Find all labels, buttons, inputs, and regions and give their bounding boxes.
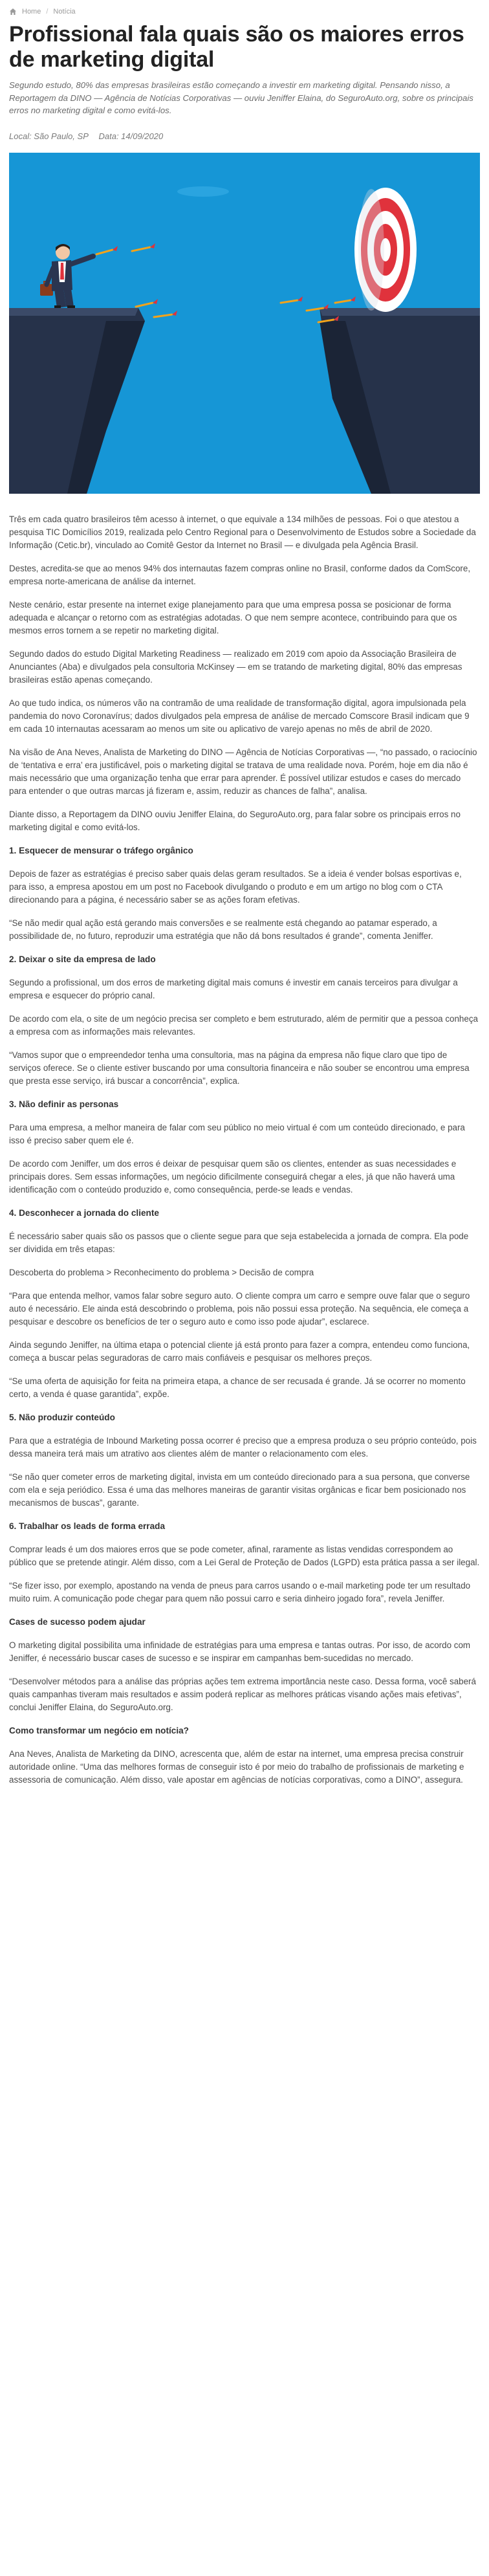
article-location: Local: São Paulo, SP xyxy=(9,131,89,141)
section-paragraph: Ainda segundo Jeniffer, na última etapa o potencial cliente já está pronto para fazer a compra, entendeu como funciona, começa a buscar pelas seguradoras de carro mais confiáveis e pesquisar os melhores preços. xyxy=(9,1339,470,1363)
article-lead: Segundo estudo, 80% das empresas brasileiras estão começando a investir em marketing digital. Pensando nisso, a Reportagem da DINO — Agência de Notícias Corporativas — ouviu Jeniffer Elaina, do SeguroAuto.org, sobre os principais erros no marketing digital e como evitá-los. xyxy=(9,80,473,115)
article-date: Data: 14/09/2020 xyxy=(98,131,164,141)
section-heading: 1. Esquecer de mensurar o tráfego orgânico xyxy=(9,845,193,855)
article-paragraph: Segundo dados do estudo Digital Marketing Readiness — realizado em 2019 com apoio da Associação Brasileira de Anunciantes (Aba) e divulgados pela consultoria McKinsey — em se tratando de marketing digital, 80% das empresas brasileiras estão apenas começando. xyxy=(9,648,462,685)
section-paragraph: Segundo a profissional, um dos erros de marketing digital mais comuns é investir em canais terceiros para divulgar a empresa e esquecer do próprio canal. xyxy=(9,977,458,1000)
hero-image xyxy=(9,153,480,494)
article-paragraph: Três em cada quatro brasileiros têm acesso à internet, o que equivale a 134 milhões de pessoas. Foi o que atestou a pesquisa TIC Domicílios 2019, realizada pelo Centro Regional para o Desenvolvimento de Estudos sobre a Sociedade da Informação (Cetic.br), vinculado ao Comitê Gestor da Internet no Brasil — e divulgada pela Agência Brasil. xyxy=(9,514,476,550)
section-paragraph: “Se uma oferta de aquisição for feita na primeira etapa, a chance de ser recusada é grande. Já se ocorrer no momento certo, a venda é quase garantida”, expõe. xyxy=(9,1376,466,1399)
breadcrumb xyxy=(9,0,480,18)
article-title: Profissional fala quais são os maiores erros de marketing digital xyxy=(9,22,464,72)
article-meta xyxy=(9,131,480,141)
hero-cloud xyxy=(177,186,229,197)
section-heading: Como transformar um negócio em notícia? xyxy=(9,1725,189,1735)
section-paragraph: Descoberta do problema > Reconhecimento do problema > Decisão de compra xyxy=(9,1267,314,1277)
section-paragraph: Depois de fazer as estratégias é preciso saber quais delas geram resultados. Se a ideia é vender bolsas esportivas e, para isso, a empresa apostou em um post no Facebook divulgando o produto e em um artigo no blog com o CTA direcionando para a página, é necessário saber se as ações foram efetivas. xyxy=(9,868,462,905)
article-sections xyxy=(9,844,480,1787)
section-paragraph: O marketing digital possibilita uma infinidade de estratégias para uma empresa e tantas outras. Por isso, de acordo com Jeniffer, é necessário buscar cases de sucesso e se inspirar em campanhas bem-sucedidas no mercado. xyxy=(9,1640,471,1663)
intro-paragraphs xyxy=(9,513,480,834)
section-heading: 4. Desconhecer a jornada do cliente xyxy=(9,1207,159,1218)
section-heading: 2. Deixar o site da empresa de lado xyxy=(9,954,156,964)
section-heading: 5. Não produzir conteúdo xyxy=(9,1412,115,1422)
section-paragraph: De acordo com Jeniffer, um dos erros é deixar de pesquisar quem são os clientes, entender as suas necessidades e principais dores. Sem essas informações, um negócio dificilmente conseguirá chegar a eles, já que não haverá uma identificação com o conteúdo produzido e, como consequência, perde-se leads e vendas. xyxy=(9,1158,457,1194)
section-paragraph: “Se fizer isso, por exemplo, apostando na venda de pneus para carros usando o e-mail marketing pode ter um resultado muito ruim. A comunicação pode chegar para quem não possui carro e seria dinheiro jogado fora”, revela Jeniffer. xyxy=(9,1580,471,1603)
article-paragraph: Destes, acredita-se que ao menos 94% dos internautas fazem compras online no Brasil, conforme dados da ComScore, empresa norte-americana de análise da internet. xyxy=(9,563,471,586)
article-paragraph: Ao que tudo indica, os números vão na contramão de uma realidade de transformação digital, agora impulsionada pela pandemia do novo Coronavírus; dados divulgados pela empresa de análise de mercado Comscore Brasil indicam que 9 em cada 10 internautas acessaram ao menos um site ou aplicativo de varejo apenas no mês de abril de 2020. xyxy=(9,698,470,734)
section-paragraph: É necessário saber quais são os passos que o cliente segue para que seja estabelecida a jornada de compra. Ela pode ser dividida em três etapas: xyxy=(9,1231,469,1254)
section-paragraph: “Vamos supor que o empreendedor tenha uma consultoria, mas na página da empresa não fique claro que tipo de serviços oferece. Se o cliente estiver buscando por uma consultoria financeira e não souber se encontrou uma empresa que presta esse serviço, irá buscar a concorrência”, explica. xyxy=(9,1050,470,1086)
section-paragraph: “Se não quer cometer erros de marketing digital, invista em um conteúdo direcionado para a sua persona, que converse com ela e seja periódico. Essa é uma das melhores maneiras de garantir visitas orgânicas e ficar bem posicionado nos mecanismos de buscas”, garante. xyxy=(9,1471,470,1508)
section-paragraph: “Se não medir qual ação está gerando mais conversões e se realmente está chegando ao patamar esperado, a possibilidade de, no futuro, reproduzir uma estratégia que não dá bons resultados é grande”, comenta Jeniffer. xyxy=(9,918,437,941)
section-heading: 6. Trabalhar os leads de forma errada xyxy=(9,1521,166,1531)
section-paragraph: Ana Neves, Analista de Marketing da DINO, acrescenta que, além de estar na internet, uma empresa precisa construir autoridade online. “Uma das melhores formas de conseguir isto é por meio do trabalho de profissionais de marketing e assessoria de comunicação. Além disso, vale apostar em agências de notícias corporativas, como a DINO”, assegura. xyxy=(9,1748,464,1785)
article-body xyxy=(9,513,480,1787)
section-paragraph: Para que a estratégia de Inbound Marketing possa ocorrer é preciso que a empresa produza o seu próprio conteúdo, pois dessa maneira terá mais um atrativo aos clientes além de manter o relacionamento com eles. xyxy=(9,1435,477,1459)
section-heading: 3. Não definir as personas xyxy=(9,1099,119,1109)
section-paragraph: “Desenvolver métodos para a análise das próprias ações tem extrema importância neste caso. Dessa forma, você saberá quais campanhas tiveram mais resultados e assim poderá replicar as melhores práticas visando ações mais efetivas”, conclui Jeniffer Elaina, do SeguroAuto.org. xyxy=(9,1676,476,1712)
hero-right-cliff-top xyxy=(320,308,480,316)
section-paragraph: Para uma empresa, a melhor maneira de falar com seu público no meio virtual é com um conteúdo direcionado, e para isso é preciso saber quem ele é. xyxy=(9,1122,465,1145)
article-paragraph: Na visão de Ana Neves, Analista de Marketing do DINO — Agência de Notícias Corporativas —, “no passado, o raciocínio de ‘tentativa e erra’ era justificável, pois o marketing digital se tratava de uma realidade nova. Porém, hoje em dia não é mais necessário que uma organização tenha que errar para aprender. É possível utilizar estudos e cases do mercado para entender o que outras marcas já fizeram e, assim, reduzir as chances de falha”, analisa. xyxy=(9,747,477,796)
section-paragraph: De acordo com ela, o site de um negócio precisa ser completo e bem estruturado, além de permitir que a pessoa conheça a empresa com as informações mais relevantes. xyxy=(9,1013,478,1037)
hero-left-cliff-top xyxy=(9,308,138,316)
section-heading: Cases de sucesso podem ajudar xyxy=(9,1616,146,1627)
article-paragraph: Diante disso, a Reportagem da DINO ouviu Jeniffer Elaina, do SeguroAuto.org, para falar sobre os principais erros no marketing digital e como evitá-los. xyxy=(9,809,461,832)
section-paragraph: Comprar leads é um dos maiores erros que se pode cometer, afinal, raramente as listas vendidas correspondem ao público que se pretende atingir. Além disso, com a Lei Geral de Proteção de Dados (LGPD) esta prática passa a ser ilegal. xyxy=(9,1544,480,1567)
home-icon[interactable] xyxy=(9,8,17,16)
breadcrumb-home[interactable]: Home xyxy=(22,8,41,16)
hero-target xyxy=(354,188,417,312)
section-paragraph: “Para que entenda melhor, vamos falar sobre seguro auto. O cliente compra um carro e sempre ouve falar que o seguro auto é necessário. Ele ainda está descobrindo o problema, pois não possui essa proteção. Na sequência, ele começa a pesquisar e descobre os benefícios de ter o seguro auto e como isso pode ajudar”, esclarece. xyxy=(9,1290,470,1327)
breadcrumb-current[interactable]: Notícia xyxy=(53,8,76,16)
breadcrumb-separator: / xyxy=(46,8,49,16)
article-paragraph: Neste cenário, estar presente na internet exige planejamento para que uma empresa possa se posicionar de forma adequada e alcançar o retorno com as estratégias adotadas. O que nem sempre acontece, contribuindo para que os mesmos erros tornem a se repetir no marketing digital. xyxy=(9,599,457,635)
